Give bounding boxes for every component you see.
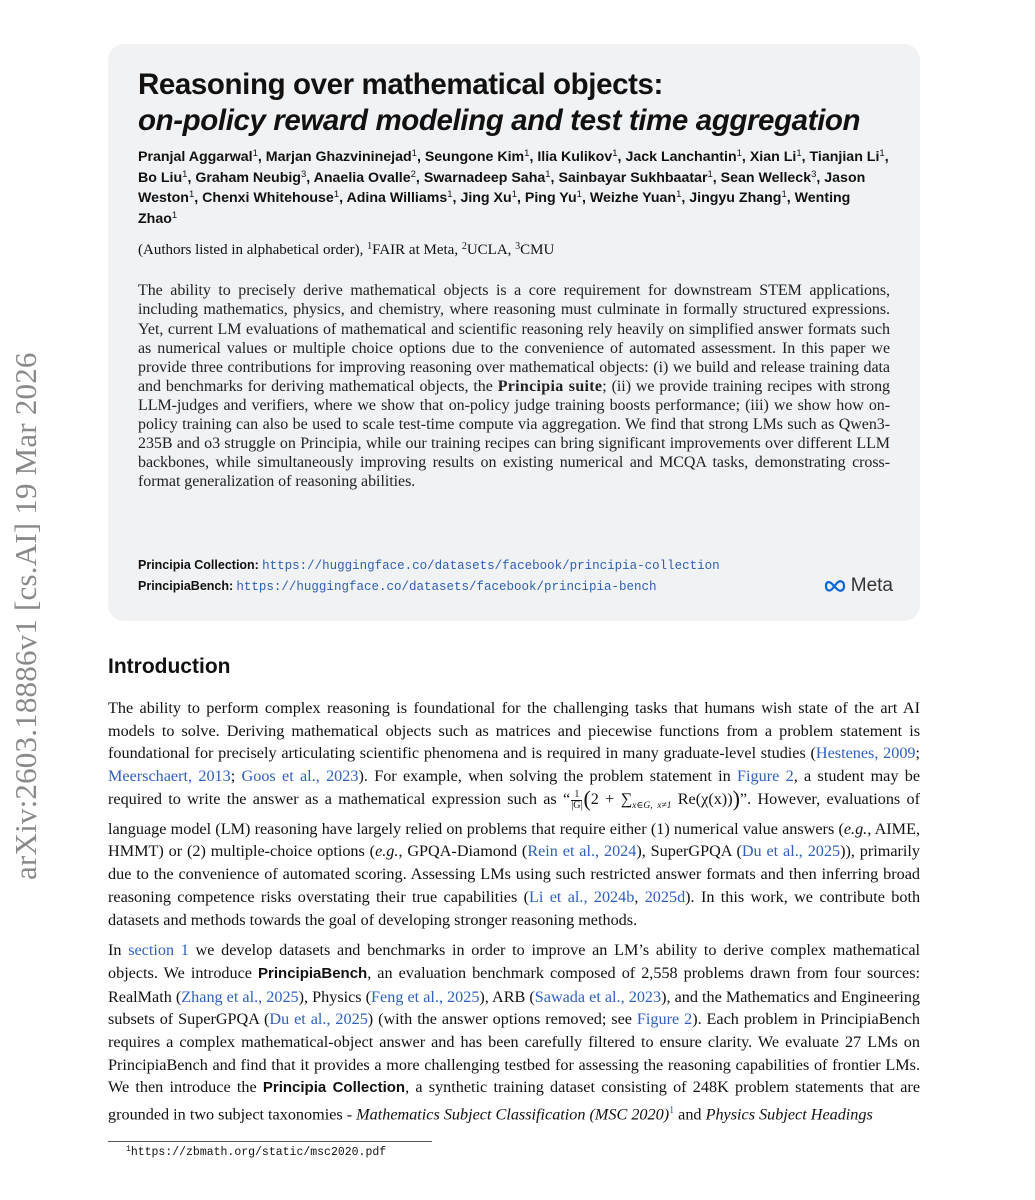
author-name: Jingyu Zhang (689, 190, 782, 207)
author-affiliation-marker: 1 (182, 168, 188, 180)
cite-year: 2025 (807, 842, 841, 861)
citation-zhang[interactable]: Zhang et al., 2025 (181, 987, 299, 1006)
footnote-url[interactable]: https://zbmath.org/static/msc2020.pdf (130, 1146, 387, 1159)
author-affiliation-marker: 1 (252, 148, 258, 159)
text-span: , AIME, HMMT) or (2) multiple-choice options ( (108, 819, 921, 861)
link-row-collection (138, 555, 720, 576)
author-affiliation-marker: 2 (410, 168, 416, 180)
title-header-box (108, 44, 920, 621)
intro-paragraph-1: The ability to perform complex reasoning is foundational for the challenging tasks that humans wish state of the art AI models to solve. Deriving mathematical objects such as matrices and piecewise functions from a problem statement is foundational for precisely articulating scientific phenomena and is required in many graduate-level studies (Hestenes, 2009; Meerschaert, 2013; Goos et al., 2023). For example, when solving the problem statement in Figure 2, a student may be required to write the answer as a mathematical expression such as “ $\frac{1}{|G|}$ ($2 + \sum_{x\in G, x\ne 1}$ Re(χ(x)))”. However, evaluations of language model (LM) reasoning have largely relied on problems that require either (1) numerical value answers (e.g., AIME, HMMT) or (2) multiple-choice options (e.g., GPQA-Diamond (Rein et al., 2024), SuperGPQA (Du et al., 2025)), primarily due to the convenience of automated scoring. Assessing LMs using such restricted answer formats and then inferring broad reasoning competence risks overstating their true capabilities (Li et al., 2024b, 2025d). In this work, we contribute both datasets and methods towards the goal of developing stronger reasoning methods. (108, 699, 921, 929)
text-span: )), primarily due to the convenience of automated scoring. Assessing LMs using such restricted answer formats and then inferring broad reasoning competence risks overstating their true capabilities ( (108, 842, 920, 906)
collection-link-label: Principia Collection: (138, 558, 259, 572)
text-span: ), Physics ( (298, 987, 372, 1006)
meta-logo-text: Meta (850, 575, 893, 596)
citation-li[interactable]: Li et al., 2024b (528, 887, 635, 906)
author-affiliation-marker: 1 (333, 189, 340, 201)
author-list: Pranjal Aggarwal$^1$, Marjan Ghazvininejad$^1$, Seungone Kim$^1$, Ilia Kulikov$^1$, Jack Lanchantin$^1$, Xian Li$^1$, Tianjian Li$^1$, Bo Liu$^1$, Graham Neubig$^3$, Anaelia Ovalle$^2$, Swarnadeep Saha$^1$, Sainbayar Sukhbaatar$^1$, Sean Welleck$^3$, Jason Weston$^1$, Chenxi Whitehouse$^1$, Adina Williams$^1$, Jing Xu$^1$, Ping Yu$^1$, Weizhe Yuan$^1$, Jingyu Zhang$^1$, Wenting Zhao$^1$ (138, 148, 889, 227)
author-affiliation-marker: 1 (171, 209, 178, 221)
author-affiliation-marker: 1 (576, 189, 582, 201)
cite-year: 2025 (335, 1010, 368, 1029)
text-span: , an evaluation benchmark composed of 2,558 problems drawn from four sources: RealMath ( (108, 963, 920, 1006)
author-affiliation-marker: 1 (879, 148, 885, 159)
abstract-part-2: ; (ii) we provide training recipes with strong LLM-judges and verifiers, where we show that on-policy judge training boosts performance; (iii) we show how on-policy training can also be used to scale test-time compute via aggregation. We find that strong LMs such as Qwen3-235B and o3 struggle on Principia, while our training recipes can bring significant improvements over different LLM backbones, while simultaneously improving results on existing numerical and MCQA tasks, demonstrating cross-format generalization of reasoning abilities. (138, 377, 890, 491)
text-span: e.g. (375, 842, 399, 861)
math-re-term: Re(χ(x)) (671, 789, 733, 808)
title-line-2: on-policy reward modeling and test time aggregation (138, 104, 861, 137)
author-name: Ilia Kulikov (537, 149, 613, 165)
intro-paragraph-2 (108, 939, 920, 1126)
text-span: e.g. (843, 819, 868, 838)
author-name: Pranjal Aggarwal (138, 149, 253, 165)
cite-year: 2023 (628, 987, 662, 1006)
footnote-1 (126, 1146, 386, 1159)
cite-year: 2013 (198, 767, 231, 786)
fraction-denominator: |G| (571, 799, 583, 811)
section-1-reference[interactable]: section 1 (128, 941, 189, 960)
author-name: Jason Weston (138, 169, 866, 207)
cite-year: 2009 (883, 744, 916, 763)
author-affiliation-marker: 1 (411, 148, 417, 159)
text-span: , a synthetic training dataset consisting of 248K problem statements that are grounded in two subject taxonomies - (108, 1078, 920, 1124)
citation-sawada[interactable]: Sawada et al., 2023 (534, 987, 662, 1006)
author-name: Swarnadeep Saha (423, 169, 546, 186)
text-span: and (674, 1105, 706, 1124)
abstract-part-1: The ability to precisely derive mathematical objects is a core requirement for downstream STEM applications, including mathematics, physics, and chemistry, where reasoning must culminate in formally structured expressions. Yet, current LM evaluations of mathematical and scientific reasoning rely heavily on simplified answer formats such as numerical values or multiple choice options due to the convenience of automated assessment. In this paper we provide three contributions for improving reasoning over mathematical objects: (i) we build and release training data and benchmarks for deriving mathematical objects, the (138, 282, 890, 395)
cite-year: 2025 (447, 987, 480, 1006)
author-affiliation-marker: 1 (612, 148, 618, 159)
affiliations (138, 240, 890, 260)
text-span: we develop datasets and benchmarks in order to improve an LM’s ability to derive complex mathematical objects. We introduce (108, 941, 920, 982)
bench-link-url[interactable]: https://huggingface.co/datasets/facebook/principia-bench (236, 580, 657, 594)
cite-author: Li et al. (528, 887, 584, 906)
affiliation-2: UCLA, (466, 242, 516, 259)
text-span: ). In this work, we contribute both datasets and methods towards the goal of developing stronger reasoning methods. (108, 887, 921, 929)
cite-year: 2024 (603, 842, 637, 861)
introduction-body (108, 697, 920, 1126)
author-name: Graham Neubig (195, 169, 301, 186)
author-name: Ping Yu (524, 190, 577, 207)
author-name: Xian Li (749, 149, 797, 165)
author-name: Marjan Ghazvininejad (265, 149, 412, 165)
citation-meerschaert[interactable]: Meerschaert, 2013 (108, 767, 231, 786)
author-name: Jing Xu (460, 190, 512, 207)
meta-logo (823, 575, 893, 597)
author-affiliation-marker: 3 (300, 168, 307, 180)
abstract (138, 281, 890, 491)
dataset-links (138, 555, 720, 597)
cite-author: Du et al. (269, 1010, 327, 1029)
cite-author: Meerschaert (108, 767, 188, 786)
citation-hestenes[interactable]: Hestenes, 2009 (815, 744, 916, 763)
principia-collection-name: Principia Collection (262, 1079, 406, 1097)
author-affiliation-marker: 1 (707, 168, 713, 180)
affiliation-3-marker: 3 (515, 241, 521, 253)
cite-year: 2025 (266, 987, 299, 1006)
figure-2-reference[interactable]: Figure 2 (737, 767, 794, 786)
author-name: Sainbayar Sukhbaatar (558, 169, 708, 186)
affiliation-1-marker: 1 (367, 241, 373, 253)
text-span: ), and the Mathematics and Engineering subsets of SuperGPQA ( (108, 987, 921, 1029)
author-name: Adina Williams (346, 190, 448, 207)
introduction-heading: Introduction (108, 655, 231, 678)
affiliation-2-marker: 2 (461, 241, 467, 253)
author-name: Jack Lanchantin (625, 149, 737, 165)
author-affiliation-marker: 3 (811, 168, 817, 180)
math-sum: 2 + ∑ (590, 789, 633, 808)
text-span: ). For example, when solving the problem statement in (358, 767, 738, 786)
author-name: Seungone Kim (424, 149, 525, 165)
affiliation-3: CMU (520, 242, 555, 259)
text-span: , GPQA-Diamond ( (398, 842, 528, 861)
text-span: ), ARB ( (479, 987, 535, 1006)
cite-author: Feng et al. (371, 987, 439, 1006)
msc-2020-name: Mathematics Subject Classification (MSC 2020) (356, 1105, 670, 1124)
cite-year: 2024b (593, 887, 635, 906)
author-name: Tianjian Li (809, 149, 880, 165)
cite-author: Sawada et al. (534, 987, 621, 1006)
citation-du-2[interactable]: Du et al., 2025 (269, 1010, 368, 1029)
text-span: The ability to perform complex reasoning is foundational for the challenging tasks that humans wish state of the art AI models to solve. Deriving mathematical objects such as matrices and piecewise functions from a problem statement is foundational for precisely articulating scientific phenomena and is required in many graduate-level studies ( (108, 699, 920, 763)
citation-rein[interactable]: Rein et al., 2024 (527, 842, 637, 861)
text-span: In (108, 941, 129, 960)
author-affiliation-marker: 1 (447, 189, 453, 201)
author-name: Weizhe Yuan (589, 190, 677, 207)
link-row-bench (138, 576, 720, 597)
author-name: Sean Welleck (720, 169, 812, 186)
paper-title (138, 67, 890, 139)
author-affiliation-marker: 1 (781, 189, 787, 201)
figure-2-reference-2[interactable]: Figure 2 (636, 1010, 693, 1029)
text-span: ”. However, evaluations of language model (LM) reasoning have largely relied on problems that require either (1) numerical value answers ( (108, 789, 921, 838)
citation-feng[interactable]: Feng et al., 2025 (371, 987, 480, 1006)
abstract-principia-suite: Principia suite (497, 377, 603, 395)
text-span: ), SuperGPQA ( (636, 842, 742, 861)
cite-author: Du et al. (741, 842, 799, 861)
title-line-1: Reasoning over mathematical objects: (138, 68, 663, 101)
text-span: ) (with the answer options removed; see (367, 1010, 637, 1029)
cite-year: 2023 (326, 767, 359, 786)
author-name: Wenting Zhao (138, 190, 851, 227)
math-fraction (571, 790, 582, 811)
footnote-divider (108, 1141, 432, 1142)
cite-author: Hestenes (815, 744, 875, 763)
affiliation-1: FAIR at Meta, (372, 242, 462, 259)
principiabench-name: PrincipiaBench (258, 964, 368, 982)
text-span: , a student may be required to write the answer as a mathematical expression such as “ (108, 767, 921, 808)
cite-author: Goos et al. (241, 767, 316, 786)
text-span: ). Each problem in PrincipiaBench requires a complex mathematical-object answer and has been carefully filtered to ensure clarity. We evaluate 27 LMs on PrincipiaBench and find that it provides a more challenging testbed for assessing the reasoning capabilities of frontier LMs. We then introduce the (108, 1010, 921, 1097)
author-affiliation-marker: 1 (545, 168, 551, 180)
author-name: Anaelia Ovalle (313, 169, 411, 186)
author-affiliation-marker: 1 (188, 189, 195, 201)
author-affiliation-marker: 1 (511, 189, 517, 201)
author-affiliation-marker: 1 (796, 148, 802, 159)
citation-du[interactable]: Du et al., 2025 (741, 842, 841, 861)
footnote-1-marker[interactable]: 1 (669, 1105, 675, 1117)
footnote-number: 1 (126, 1145, 131, 1154)
collection-link-url[interactable]: https://huggingface.co/datasets/facebook/principia-collection (262, 559, 720, 573)
math-expression: $\frac{1}{|G|}$ ($2 + \sum_{x\in G, x\ne 1}$ Re(χ(x))) (571, 785, 740, 812)
cite-author: Zhang et al. (181, 987, 259, 1006)
arxiv-identifier: arXiv:2603.18886v1 [cs.AI] 19 Mar 2026 (8, 352, 43, 880)
citation-goos[interactable]: Goos et al., 2023 (241, 767, 359, 786)
author-name: Chenxi Whitehouse (202, 190, 334, 207)
fraction-numerator: 1 (571, 790, 582, 801)
author-order-note: (Authors listed in alphabetical order), (138, 242, 368, 259)
meta-infinity-icon (823, 579, 847, 593)
math-subscript: x∈G, x≠1 (632, 801, 672, 812)
author-affiliation-marker: 1 (676, 189, 682, 201)
author-affiliation-marker: 1 (524, 148, 530, 159)
citation-li-2025d[interactable]: 2025d (644, 887, 686, 906)
author-affiliation-marker: 1 (736, 148, 742, 159)
cite-author: Rein et al. (527, 842, 596, 861)
physh-name: Physics Subject Headings (705, 1105, 873, 1124)
author-name: Bo Liu (138, 169, 183, 186)
bench-link-label: PrincipiaBench: (138, 579, 234, 593)
